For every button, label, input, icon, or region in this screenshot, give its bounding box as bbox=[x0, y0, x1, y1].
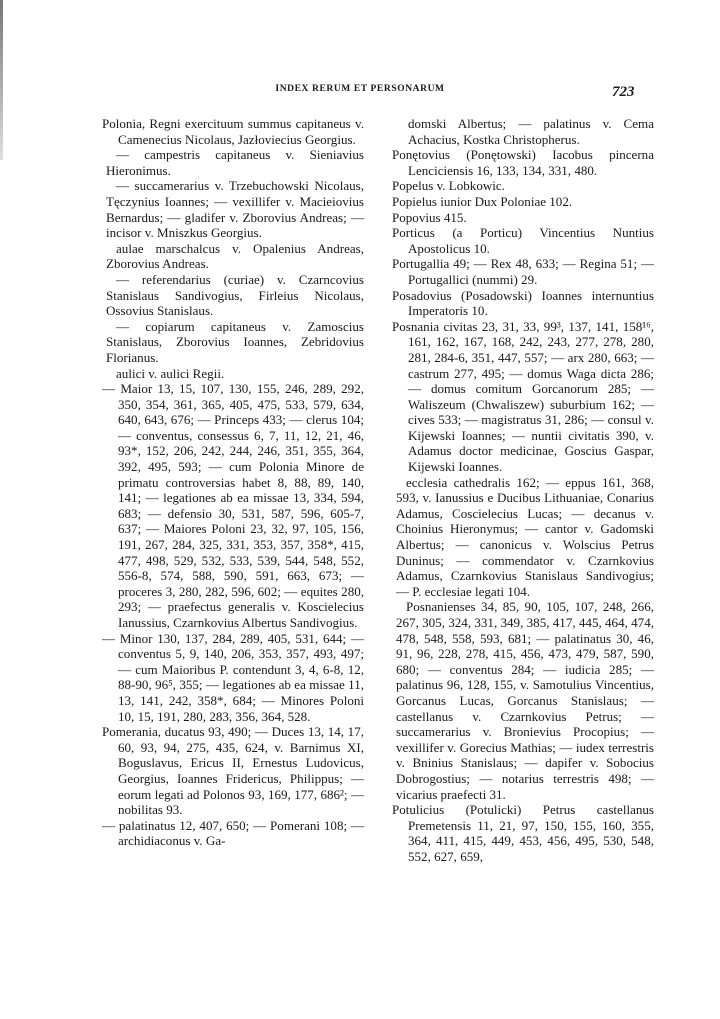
index-entry: Portugallia 49; — Rex 48, 633; — Regina 51; — Portugallici (nummi) 29. bbox=[392, 256, 654, 287]
index-entry: Popielus iunior Dux Poloniae 102. bbox=[392, 193, 573, 209]
index-column-left bbox=[102, 116, 364, 849]
index-entry: Potulicius (Potulicki) Petrus castellanus Premetensis 11, 21, 97, 150, 155, 160, 355, 364, 411, 415, 449, 453, 456, 495, 530, 548, 552, 627, 659, bbox=[392, 802, 654, 864]
scan-edge-shadow bbox=[0, 0, 3, 160]
index-entry: Posnanienses 34, 85, 90, 105, 107, 248, 266, 267, 305, 324, 331, 349, 385, 417, 445, 464, 474, 478, 548, 558, 593, 681; — palatinatus 30, 46, 91, 96, 228, 278, 415, 456, 473, 479, 587, 590, 680; — conventus 284; — iudicia 285; — palatinus 96, 128, 155, v. Samotulius Vincentius, Gorcanus Lucas, Gorcanus Stanislaus; — castellanus v. Czarnkovius Petrus; — succamerarius v. Bronievius Procopius; — vexillifer v. Gorecius Mathias; — iudex terrestris v. Bninius Stanislaus; — dapifer v. Sobocius Dobrogostius; — notarius terrestris 498; — vicarius praefecti 31. bbox=[396, 599, 654, 802]
index-entry: aulae marschalcus v. Opalenius Andreas, Zborovius Andreas. bbox=[106, 240, 364, 272]
running-header: INDEX RERUM ET PERSONARUM bbox=[275, 84, 445, 94]
index-entry: Posadovius (Posadowski) Ioannes internuntius Imperatoris 10. bbox=[392, 287, 654, 319]
index-entry: Polonia, Regni exercituum summus capitaneus v. Camenecius Nicolaus, Jazłoviecius Georgius. bbox=[102, 116, 364, 147]
index-entry: Ponętovius (Ponętowski) Iacobus pincerna Lenciciensis 16, 133, 134, 331, 480. bbox=[392, 147, 654, 178]
index-entry: domski Albertus; — palatinus v. Cema Achacius, Kostka Christopherus. bbox=[408, 116, 654, 147]
index-entry: Popovius 415. bbox=[392, 209, 467, 225]
index-entry: — copiarum capitaneus v. Zamoscius Stanislaus, Zborovius Ioannes, Zebridovius Florianus. bbox=[106, 318, 364, 365]
index-entry: Popelus v. Lobkowic. bbox=[392, 178, 505, 194]
page-number: 723 bbox=[612, 84, 635, 100]
index-entry: aulici v. aulici Regii. bbox=[116, 365, 225, 381]
index-entry: — succamerarius v. Trzebuchowski Nicolaus, Tęczynius Ioannes; — vexillifer v. Macieiovius Bernardus; — gladifer v. Zborovius Andreas; — incisor v. Mniszkus Georgius. bbox=[106, 178, 364, 241]
index-column-right bbox=[392, 116, 654, 865]
index-entry: Porticus (a Porticu) Vincentius Nuntius Apostolicus 10. bbox=[392, 225, 654, 256]
index-entry: ecclesia cathedralis 162; — eppus 161, 368, 593, v. Ianussius e Ducibus Lithuaniae, Conarius Adamus, Coscielecius Lucas; — decanus v. Choinius Hieronymus; — cantor v. Gadomski Albertus; — canonicus v. Wolscius Petrus Duninus; — commendator v. Czarnkovius Adamus, Czarnkovius Stanislaus Sandivogius; — P. ecclesiae legati 104. bbox=[396, 474, 654, 599]
index-entry: — palatinatus 12, 407, 650; — Pomerani 108; — archidiaconus v. Ga- bbox=[102, 817, 364, 849]
index-entry: — Maior 13, 15, 107, 130, 155, 246, 289, 292, 350, 354, 361, 365, 405, 475, 533, 579, 634, 640, 643, 676; — Princeps 433; — clerus 104; — conventus, consessus 6, 7, 11, 12, 21, 46, 93*, 152, 206, 242, 244, 246, 351, 355, 364, 392, 495, 593; — cum Polonia Minore de primatu controversias habet 8, 88, 89, 140, 141; — legationes ab ea missae 13, 334, 594, 683; — defensio 30, 531, 587, 596, 605-7, 637; — Maiores Poloni 23, 32, 97, 105, 156, 191, 267, 284, 325, 331, 353, 357, 358*, 415, 477, 498, 529, 532, 533, 539, 544, 548, 552, 556-8, 574, 588, 590, 591, 663, 673; — proceres 3, 280, 282, 596, 602; — equites 280, 293; — praefectus generalis v. Koscielecius Ianussius, Czarnkovius Albertus Sandivogius. bbox=[102, 381, 364, 630]
index-entry: — referendarius (curiae) v. Czarncovius Stanislaus Sandivogius, Firleius Nicolaus, Ossovius Stanislaus. bbox=[106, 271, 364, 319]
index-entry: — campestris capitaneus v. Sieniavius Hieronimus. bbox=[106, 147, 364, 178]
index-entry: — Minor 130, 137, 284, 289, 405, 531, 644; — conventus 5, 9, 140, 206, 353, 357, 493, 497; — cum Maioribus P. contendunt 3, 4, 6-8, 12, 88-90, 96⁵, 355; — legationes ab ea missae 11, 13, 141, 242, 358*, 684; — Minores Poloni 10, 15, 191, 280, 283, 356, 364, 528. bbox=[102, 630, 364, 724]
index-entry: Posnania civitas 23, 31, 33, 99³, 137, 141, 158¹⁶, 161, 162, 167, 168, 242, 243, 277, 278, 280, 281, 284-6, 351, 447, 557; — arx 280, 663; — castrum 277, 495; — domus Waga dicta 286; — domus comitum Gorcanorum 285; — Waliszeum (Chwaliszew) suburbium 162; — cives 533; — magistratus 31, 286; — consul v. Kijewski Ioannes; — nuntii civitatis 390, v. Adamus doctor medicinae, Goscius Gaspar, Kijewski Ioannes. bbox=[392, 318, 654, 475]
index-entry: Pomerania, ducatus 93, 490; — Duces 13, 14, 17, 60, 93, 94, 275, 435, 624, v. Barnimus XI, Boguslavus, Ericus II, Ernestus Ludovicus, Georgius, Ioannes Fridericus, Philippus; — eorum legati ad Polonos 93, 169, 177, 686²; — nobilitas 93. bbox=[102, 724, 364, 818]
